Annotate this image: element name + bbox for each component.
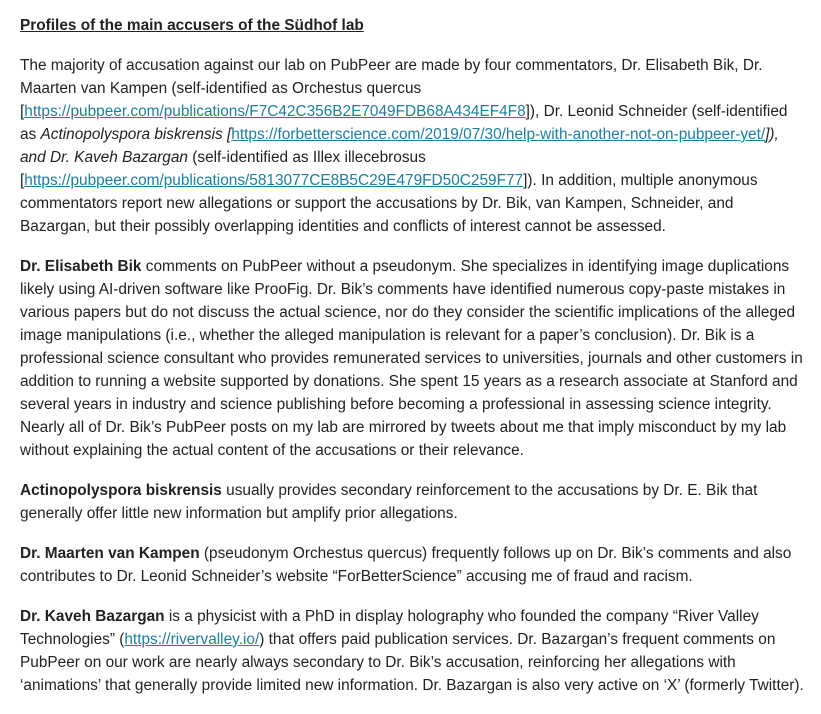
- name-van-kampen: Dr. Maarten van Kampen: [20, 545, 200, 562]
- pubpeer-link-van-kampen[interactable]: https://pubpeer.com/publications/F7C42C356B2E7049FDB68A434EF4F8: [24, 103, 526, 120]
- bazargan-text-1: is a physicist with a PhD in display holography who founded the company “River Valley Technologies” (: [20, 608, 759, 648]
- section-title: Profiles of the main accusers of the Südhof lab: [20, 17, 364, 34]
- bik-text: comments on PubPeer without a pseudonym. She specializes in identifying image duplications likely using AI-driven software like ProoFig. Dr. Bik’s comments have identified numerous copy-paste mistakes in various papers but do not discuss the actual science, nor do they consider the scientific implications of the alleged image manipulations (i.e., whether the alleged manipulation is relevant for a paper’s conclusion). Dr. Bik is a professional science consultant who provides remunerated services to universities, journals and other customers in addition to running a website supported by donations. She spent 15 years as a research associate at Stanford and several years in industry and science publishing before becoming a professional in assessing science integrity. Nearly all of Dr. Bik’s PubPeer posts on my lab are mirrored by tweets about me that imply misconduct by my lab without explaining the actual content of the accusations or their relevance.: [20, 258, 803, 459]
- paragraph-bik: [20, 255, 805, 462]
- van-kampen-text: (pseudonym Orchestus quercus) frequently follows up on Dr. Bik’s comments and also contributes to Dr. Leonid Schneider’s website “ForBetterScience” accusing me of fraud and racism.: [20, 545, 792, 585]
- name-actinopolyspora: Actinopolyspora biskrensis: [20, 482, 222, 499]
- intro-text-3: (self-identified as Illex illecebrosus [: [20, 149, 426, 189]
- rivervalley-link[interactable]: https://rivervalley.io/: [124, 631, 260, 648]
- intro-italic-2: ]), and Dr. Kaveh Bazargan: [20, 126, 779, 166]
- actinopolyspora-text: usually provides secondary reinforcement to the accusations by Dr. E. Bik that generally offer little new information but amplify prior allegations.: [20, 482, 758, 522]
- paragraph-actinopolyspora: [20, 479, 805, 525]
- name-bazargan: Dr. Kaveh Bazargan: [20, 608, 165, 625]
- paragraph-van-kampen: [20, 542, 805, 588]
- intro-italic-1: Actinopolyspora biskrensis [: [40, 126, 232, 143]
- forbetterscience-link[interactable]: https://forbetterscience.com/2019/07/30/help-with-another-not-on-pubpeer-yet/: [231, 126, 766, 143]
- paragraph-intro: [20, 54, 805, 238]
- paragraph-bazargan: [20, 605, 805, 697]
- document-body: [20, 14, 805, 714]
- bazargan-text-2: ) that offers paid publication services. Dr. Bazargan’s frequent comments on PubPeer on our work are nearly always secondary to Dr. Bik’s accusation, reinforcing her allegations with ‘animations’ that generally provide limited new information. Dr. Bazargan is also very active on ‘X’ (formerly Twitter).: [20, 631, 804, 694]
- name-bik: Dr. Elisabeth Bik: [20, 258, 142, 275]
- intro-text-4: ]). In addition, multiple anonymous commentators report new allegations or support the accusations by Dr. Bik, van Kampen, Schneider, and Bazargan, but their possibly overlapping identities and conflicts of interest cannot be assessed.: [20, 172, 758, 235]
- intro-text-2: ]), Dr. Leonid Schneider (self-identified as: [20, 103, 788, 143]
- pubpeer-link-bazargan[interactable]: https://pubpeer.com/publications/5813077CE8B5C29E479FD50C259F77: [24, 172, 524, 189]
- intro-text-1: The majority of accusation against our lab on PubPeer are made by four commentators, Dr. Elisabeth Bik, Dr. Maarten van Kampen (self-identified as Orchestus quercus [: [20, 57, 763, 120]
